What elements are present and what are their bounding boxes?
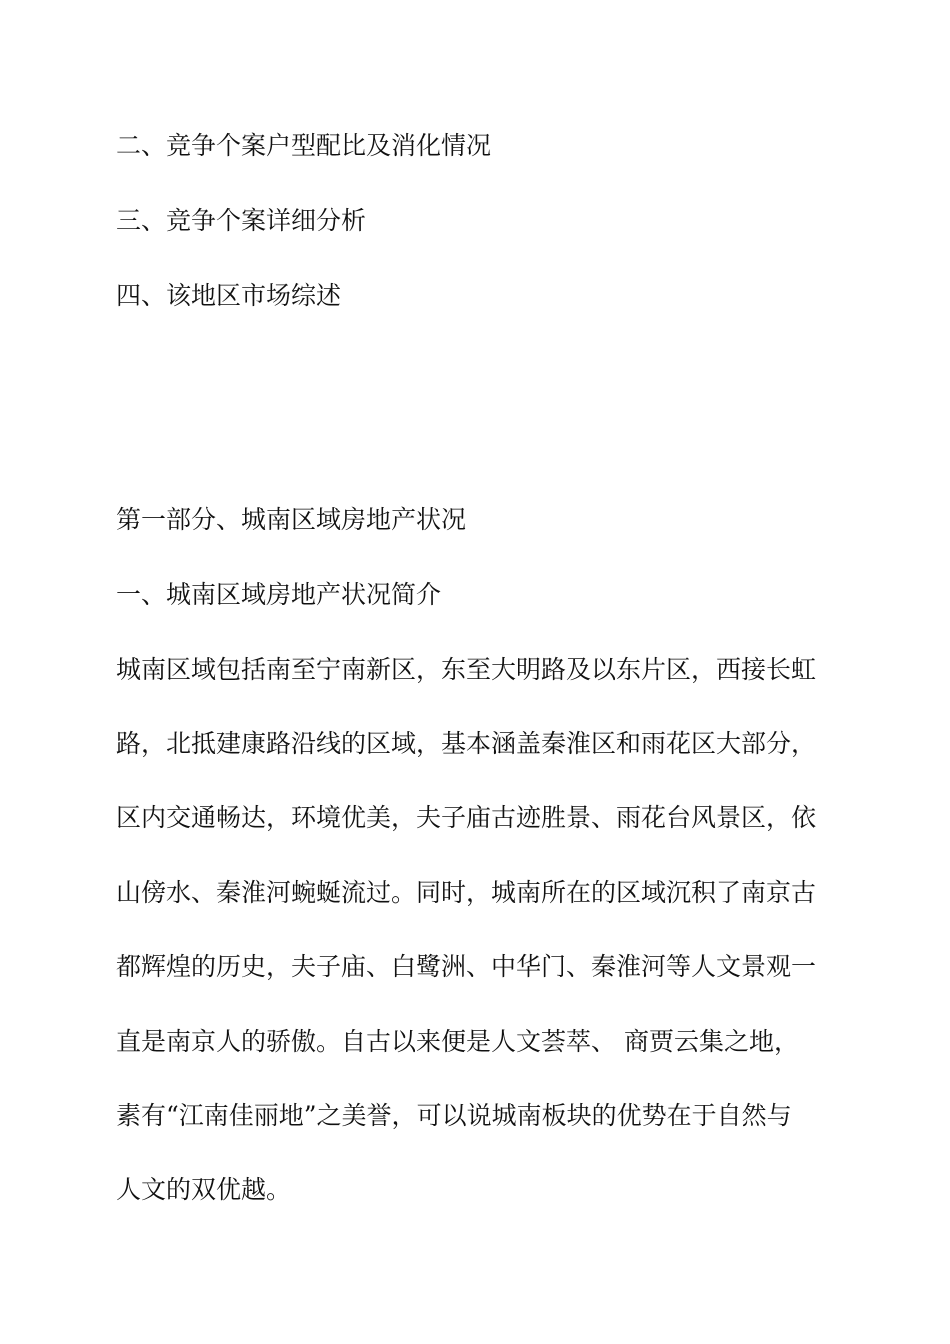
paragraph-line: 山傍水、秦淮河蜿蜒流过。同时，城南所在的区域沉积了南京古 [116,878,817,907]
paragraph-line: 人文的双优越。 [116,1175,292,1204]
section-heading: 一、城南区域房地产状况简介 [116,580,442,609]
paragraph-line: 直是南京人的骄傲。自古以来便是人文荟萃、 商贾云集之地， [116,1027,799,1056]
toc-item-competitor-analysis: 三、竞争个案详细分析 [116,206,367,235]
paragraph-line: 路，北抵建康路沿线的区域，基本涵盖秦淮区和雨花区大部分， [116,729,817,758]
toc-item-competitor-unit-mix: 二、竞争个案户型配比及消化情况 [116,131,492,160]
paragraph-line: 城南区域包括南至宁南新区，东至大明路及以东片区，西接长虹 [116,655,817,684]
paragraph-line: 都辉煌的历史，夫子庙、白鹭洲、中华门、秦淮河等人文景观一 [116,952,817,981]
part-heading: 第一部分、城南区域房地产状况 [116,505,467,534]
paragraph-line: 区内交通畅达，环境优美，夫子庙古迹胜景、雨花台风景区，依 [116,803,817,832]
toc-item-market-summary: 四、该地区市场综述 [116,281,342,310]
paragraph-line: 素有“江南佳丽地”之美誉，可以说城南板块的优势在于自然与 [116,1101,792,1130]
